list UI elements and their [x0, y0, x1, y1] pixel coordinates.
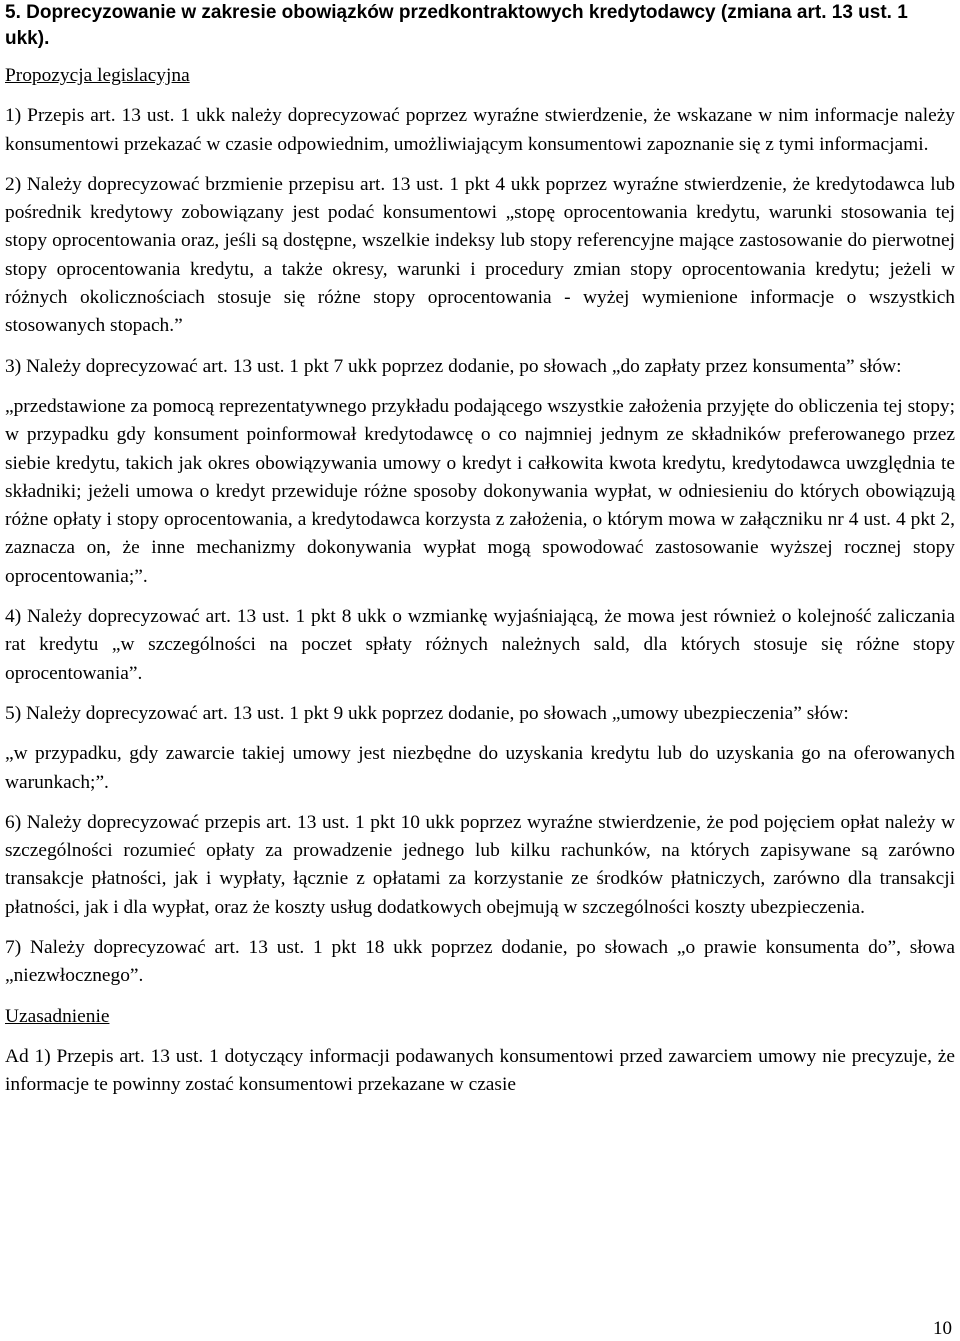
paragraph-3: 3) Należy doprecyzować art. 13 ust. 1 pkt 7 ukk poprzez dodanie, po słowach „do zapłaty przez konsumenta” słów: — [5, 355, 902, 377]
page-number: 10 — [933, 1318, 952, 1339]
proposal-subheading: Propozycja legislacyjna — [5, 65, 190, 86]
rationale-subheading: Uzasadnienie — [5, 1005, 110, 1027]
rationale-paragraph: Ad 1) Przepis art. 13 ust. 1 dotyczący informacji podawanych konsumentowi przed zawarciem umowy nie precyzuje, że informacje te powinny zostać konsumentowi przekazane w czasie — [5, 1045, 955, 1096]
paragraph-4: 4) Należy doprecyzować art. 13 ust. 1 pkt 8 ukk o wzmiankę wyjaśniającą, że mowa jest również o kolejność zaliczania rat kredytu „w szczególności na poczet spłaty różnych należnych sald, dla których stosuje się różne stopy oprocentowania”. — [5, 606, 955, 684]
document-body — [5, 0, 955, 1100]
paragraph-5-quote: „w przypadku, gdy zawarcie takiej umowy jest niezbędne do uzyskania kredytu lub do uzyskania go na oferowanych warunkach;”. — [5, 743, 955, 793]
paragraph-3-quote: „przedstawione za pomocą reprezentatywnego przykładu podającego wszystkie założenia przyjęte do obliczenia tej stopy; w przypadku gdy konsument poinformował kredytodawcę o co najmniej jednym ze składników preferowanego przez siebie kredytu, takich jak okres obowiązywania umowy o kredyt i całkowita kwota kredytu, kredytodawca uwzględnia te składniki; jeżeli umowa o kredyt przewiduje różne sposoby dokonywania wypłat, w odniesieniu do których obowiązują różne opłaty i stopy oprocentowania, a kredytodawca korzysta z założenia, o którym mowa w załączniku nr 4 ust. 4 pkt 2, zaznacza on, że inne mechanizmy dokonywania wypłat mogą spowodować zastosowanie wyższej rocznej stopy oprocentowania;”. — [5, 395, 955, 587]
paragraph-2: 2) Należy doprecyzować brzmienie przepisu art. 13 ust. 1 pkt 4 ukk poprzez wyraźne stwierdzenie, że kredytodawca lub pośrednik kredytowy zobowiązany jest podać konsumentowi „stopę oprocentowania kredytu, warunki stosowania tej stopy oprocentowania oraz, jeśli są dostępne, wszelkie indeksy lub stopy referencyjne mające zastosowanie do pierwotnej stopy oprocentowania kredytu, a także okresy, warunki i procedury zmian stopy oprocentowania kredytu; jeżeli w różnych okolicznościach stosuje się różne stopy oprocentowania - wyżej wymienione informacje o wszystkich stosowanych stopach.” — [5, 173, 955, 337]
paragraph-1: 1) Przepis art. 13 ust. 1 ukk należy doprecyzować poprzez wyraźne stwierdzenie, że wskazane w nim informacje należy konsumentowi przekazać w czasie odpowiednim, umożliwiającym konsumentowi zapoznanie się z tymi informacjami. — [5, 105, 955, 155]
paragraph-6: 6) Należy doprecyzować przepis art. 13 ust. 1 pkt 10 ukk poprzez wyraźne stwierdzenie, że pod pojęciem opłat należy w szczególności rozumieć opłaty za prowadzenie jednego lub kilku rachunków, na których zapisywane są zarówno transakcje płatności, jak i wypłaty, łącznie z opłatami za korzystanie ze środków płatniczych, zarówno dla transakcji płatności, jak i dla wypłat, oraz że koszty usług dodatkowych obejmują w szczególności koszty ubezpieczenia. — [5, 811, 955, 918]
section-heading: 5. Doprecyzowanie w zakresie obowiązków przedkontraktowych kredytodawcy (zmiana art. 13 ust. 1 ukk). — [5, 2, 908, 49]
paragraph-5: 5) Należy doprecyzować art. 13 ust. 1 pkt 9 ukk poprzez dodanie, po słowach „umowy ubezpieczenia” słów: — [5, 702, 849, 724]
paragraph-7: 7) Należy doprecyzować art. 13 ust. 1 pkt 18 ukk poprzez dodanie, po słowach „o prawie konsumenta do”, słowa „niezwłocznego”. — [5, 937, 955, 987]
